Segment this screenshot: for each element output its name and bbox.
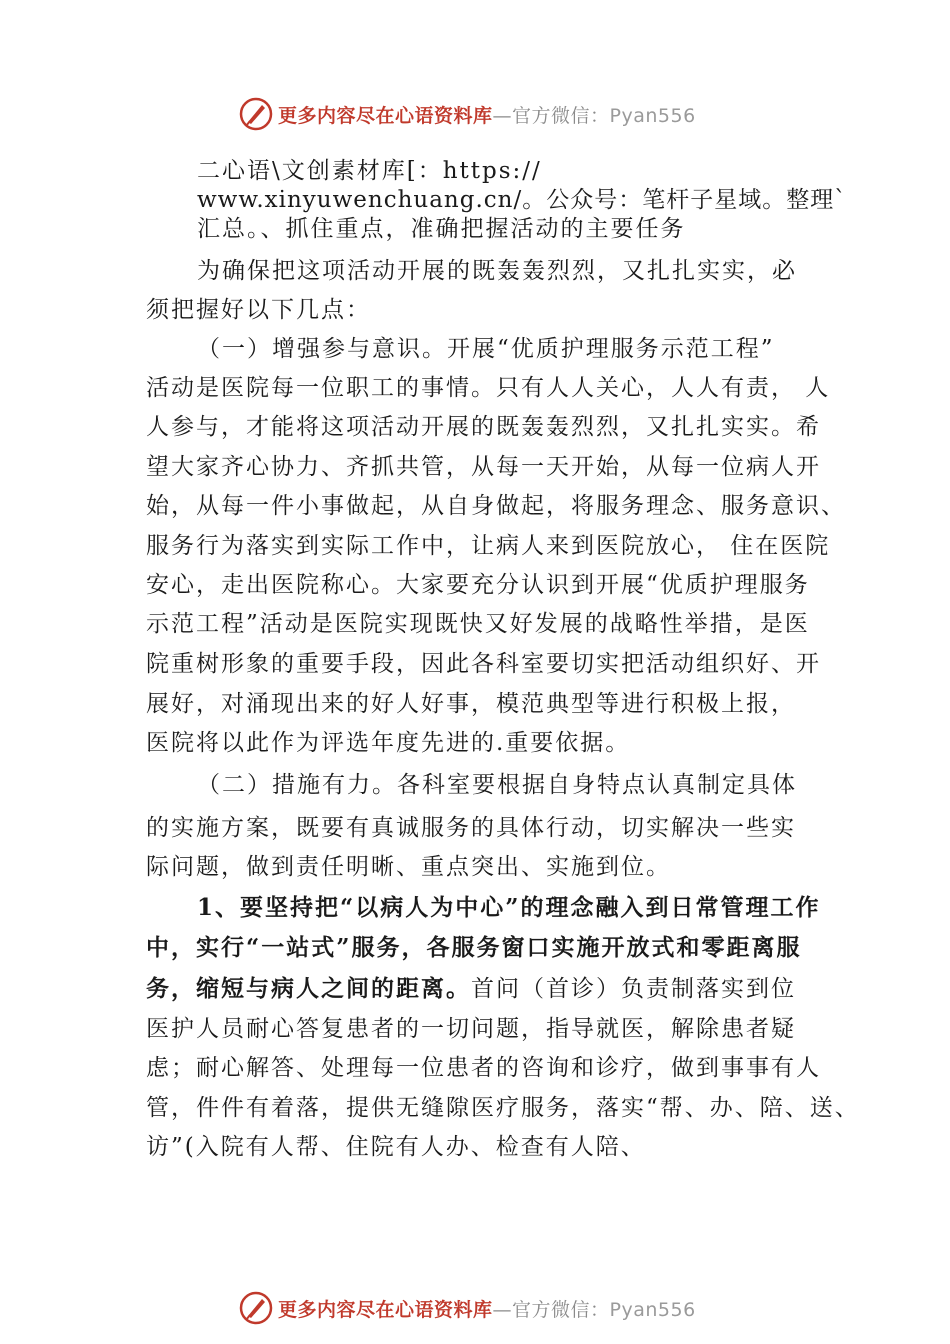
bold-run: 务，缩短与病人之间的距离。 xyxy=(146,975,471,1002)
watermark-brand: 更多内容尽在心语资料库 xyxy=(278,104,493,127)
text-line: 人参与，才能将这项活动开展的既轰轰烈烈，又扎扎实实。希 xyxy=(146,414,821,440)
watermark-banner-bottom xyxy=(238,1288,758,1328)
watermark-text xyxy=(278,1295,696,1322)
quill-pen-circle-icon xyxy=(238,96,274,132)
watermark-dash: — xyxy=(492,104,513,127)
watermark-wechat-id: Pyan556 xyxy=(609,1298,696,1321)
text-line: 院重树形象的重要手段，因此各科室要切实把活动组织好、开 xyxy=(146,651,821,677)
watermark-brand: 更多内容尽在心语资料库 xyxy=(278,1298,493,1321)
text-line-mixed xyxy=(146,974,796,1004)
text-line: 须把握好以下几点： xyxy=(146,297,371,323)
text-line: 展好，对涌现出来的好人好事，模范典型等进行积极上报， xyxy=(146,691,796,717)
quill-pen-circle-icon xyxy=(238,1290,274,1326)
text-line: 管，件件有着落，提供无缝隙医疗服务，落实“帮、办、陪、送、 xyxy=(146,1095,860,1121)
watermark-text xyxy=(278,101,696,128)
text-line: www.xinyuwenchuang.cn/。公众号：笔杆子星域。整理` xyxy=(197,187,847,213)
text-line: 始，从每一件小事做起，从自身做起，将服务理念、服务意识、 xyxy=(146,493,846,519)
watermark-wechat-label: 官方微信： xyxy=(512,104,610,127)
text-line: 医院将以此作为评选年度先进的.重要依据。 xyxy=(146,730,631,756)
text-line: 为确保把这项活动开展的既轰轰烈烈，又扎扎实实，必 xyxy=(197,258,797,284)
text-line: 望大家齐心协力、齐抓共管，从每一天开始，从每一位病人开 xyxy=(146,454,821,480)
text-line: 示范工程”活动是医院实现既快又好发展的战略性举措，是医 xyxy=(146,611,810,637)
watermark-banner-top xyxy=(238,94,758,134)
watermark-dash: — xyxy=(492,1298,513,1321)
text-line: 的实施方案，既要有真诚服务的具体行动，切实解决一些实 xyxy=(146,815,796,841)
text-line: （一）增强参与意识。开展“优质护理服务示范工程” xyxy=(197,336,775,362)
text-line: 访”(入院有人帮、住院有人办、检查有人陪、 xyxy=(146,1134,646,1160)
text-line: 活动是医院每一位职工的事情。只有人人关心，人人有责， 人 xyxy=(146,375,831,401)
text-line: 服务行为落实到实际工作中，让病人来到医院放心， 住在医院 xyxy=(146,533,831,559)
text-line: 医护人员耐心答复患者的一切问题，指导就医，解除患者疑 xyxy=(146,1016,796,1042)
text-line: 安心，走出医院称心。大家要充分认识到开展“优质护理服务 xyxy=(146,572,810,598)
text-line: 汇总。、抓住重点，准确把握活动的主要任务 xyxy=(197,216,686,242)
text-line-bold: 1、要坚持把“以病人为中心”的理念融入到日常管理工作 xyxy=(197,894,821,921)
text-line-bold: 中，实行“一站式”服务，各服务窗口实施开放式和零距离服 xyxy=(146,934,802,961)
text-line: 际问题，做到责任明晰、重点突出、实施到位。 xyxy=(146,854,671,880)
watermark-wechat-id: Pyan556 xyxy=(609,104,696,127)
normal-run: 首问（首诊）负责制落实到位 xyxy=(471,976,796,1002)
text-line: 二心语\文创素材库[：https:// xyxy=(197,158,542,184)
text-line: 虑；耐心解答、处理每一位患者的咨询和诊疗，做到事事有人 xyxy=(146,1055,821,1081)
watermark-wechat-label: 官方微信： xyxy=(512,1298,610,1321)
text-line: （二）措施有力。各科室要根据自身特点认真制定具体 xyxy=(197,772,797,798)
